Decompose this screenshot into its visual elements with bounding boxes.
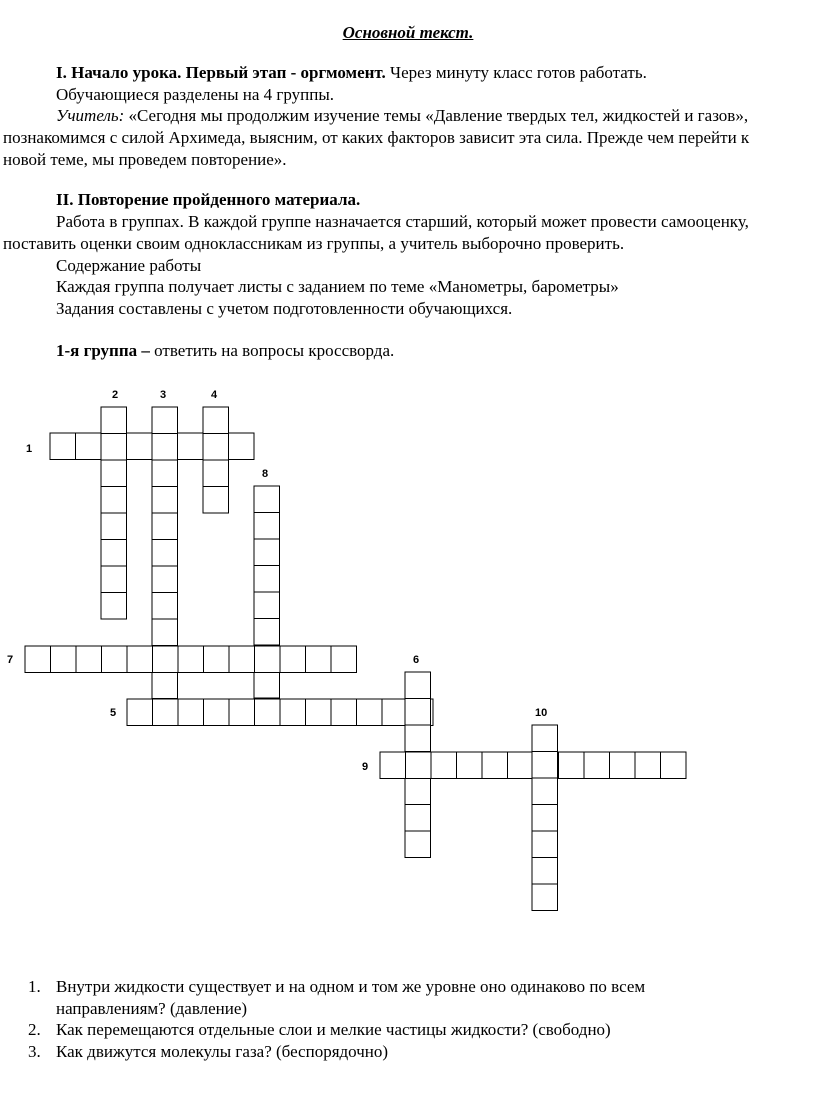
crossword-cell xyxy=(405,725,431,752)
crossword-cell xyxy=(204,699,230,726)
crossword-cell xyxy=(532,831,558,858)
crossword-cell xyxy=(533,752,559,779)
question-2-text: Как перемещаются отдельные слои и мелкие частицы жидкости? (свободно) xyxy=(56,1020,611,1039)
crossword-cell xyxy=(25,646,51,673)
crossword-cell xyxy=(635,752,661,779)
crossword-cell xyxy=(254,645,280,672)
section2-text-5: Задания составлены с учетом подготовленности обучающихся. xyxy=(56,299,513,318)
crossword-cell xyxy=(255,646,281,673)
crossword-cell xyxy=(127,699,153,726)
teacher-text-3: новой теме, мы проведем повторение». xyxy=(3,150,287,169)
crossword-cell xyxy=(254,539,280,566)
crossword-cell xyxy=(76,646,102,673)
teacher-label: Учитель: xyxy=(56,106,125,125)
crossword-cell xyxy=(153,646,179,673)
crossword-cell xyxy=(280,646,306,673)
crossword-cell xyxy=(101,566,127,593)
question-2-number: 2. xyxy=(28,1020,41,1039)
section1-heading: I. Начало урока. Первый этап - оргмомент. xyxy=(56,63,386,82)
crossword-cell xyxy=(254,566,280,593)
crossword-number-5: 5 xyxy=(110,707,117,719)
crossword-cell xyxy=(532,858,558,885)
group1-text: ответить на вопросы кроссворда. xyxy=(149,341,395,360)
crossword-cell xyxy=(203,407,229,434)
crossword-cell xyxy=(152,699,178,726)
question-1 xyxy=(28,976,645,998)
crossword-number-7: 7 xyxy=(7,654,14,666)
crossword-cell xyxy=(380,752,406,779)
section2-text-1: Работа в группах. В каждой группе назначается старший, который может провести самооценку, xyxy=(56,212,749,231)
crossword-cell xyxy=(331,699,357,726)
crossword-cell xyxy=(405,831,431,858)
crossword-cell xyxy=(254,513,280,540)
crossword-cell xyxy=(229,433,255,460)
crossword-cell xyxy=(203,487,229,514)
crossword-cell xyxy=(229,699,255,726)
crossword-cell xyxy=(153,699,179,726)
crossword-cell xyxy=(255,699,281,726)
crossword-cell xyxy=(357,699,383,726)
crossword-cell xyxy=(178,646,204,673)
crossword-cell xyxy=(152,619,178,646)
crossword-cell xyxy=(229,646,255,673)
crossword-cell xyxy=(101,460,127,487)
question-2 xyxy=(28,1019,611,1041)
crossword-number-3: 3 xyxy=(160,389,167,401)
crossword-cell xyxy=(559,752,585,779)
crossword-cell xyxy=(203,433,229,460)
crossword-cell xyxy=(408,699,434,726)
crossword-cell xyxy=(254,592,280,619)
crossword-cell xyxy=(431,752,457,779)
crossword-cell xyxy=(101,513,127,540)
crossword-cell xyxy=(331,646,357,673)
crossword-cell xyxy=(101,487,127,514)
question-3 xyxy=(28,1041,388,1063)
teacher-text-1: «Сегодня мы продолжим изучение темы «Давление твердых тел, жидкостей и газов», xyxy=(124,106,749,125)
crossword-cell xyxy=(152,513,178,540)
question-1-text: Внутри жидкости существует и на одном и том же уровне оно одинаково по всем xyxy=(56,977,646,996)
crossword-cell xyxy=(76,433,102,460)
crossword-cell xyxy=(482,752,508,779)
crossword-cell xyxy=(254,619,280,646)
crossword-number-1: 1 xyxy=(26,443,33,455)
crossword-cell xyxy=(127,646,153,673)
crossword-cell xyxy=(584,752,610,779)
crossword-cell xyxy=(152,487,178,514)
crossword-cell xyxy=(610,752,636,779)
crossword-cell xyxy=(101,540,127,567)
crossword-cell xyxy=(254,698,280,725)
crossword-cell xyxy=(405,805,431,832)
crossword-cell xyxy=(152,540,178,567)
crossword-cell xyxy=(178,433,204,460)
crossword-cell xyxy=(178,699,204,726)
crossword-cell xyxy=(50,433,76,460)
crossword-cell xyxy=(254,672,280,699)
crossword-cell xyxy=(101,407,127,434)
crossword-cell xyxy=(152,672,178,699)
crossword-cell xyxy=(306,646,332,673)
crossword-cell xyxy=(203,460,229,487)
question-3-number: 3. xyxy=(28,1042,41,1061)
crossword-cell xyxy=(405,672,431,699)
crossword-number-8: 8 xyxy=(262,468,269,480)
question-1-continued: направлениям? (давление) xyxy=(56,999,248,1018)
crossword-cell xyxy=(661,752,687,779)
crossword-cell xyxy=(532,725,558,752)
crossword-cell xyxy=(457,752,483,779)
crossword-cell xyxy=(405,699,431,726)
question-3-text: Как движутся молекулы газа? (беспорядочно) xyxy=(56,1042,389,1061)
crossword-cell xyxy=(532,884,558,911)
crossword-cell xyxy=(152,566,178,593)
crossword-cell xyxy=(203,434,229,461)
section2-text-3: Содержание работы xyxy=(56,256,202,275)
section2-text-4: Каждая группа получает листы с заданием по теме «Манометры, барометры» xyxy=(56,277,619,296)
crossword-cell xyxy=(405,752,431,779)
crossword-cell xyxy=(532,778,558,805)
crossword-cell xyxy=(152,407,178,434)
page-title: Основной текст. xyxy=(342,23,474,42)
teacher-text-2: познакомимся с силой Архимеда, выясним, от каких факторов зависит эта сила. Прежде чем перейти к xyxy=(3,128,750,147)
crossword-number-4: 4 xyxy=(211,389,218,401)
crossword-cell xyxy=(405,778,431,805)
crossword-number-10: 10 xyxy=(535,707,548,719)
crossword-cell xyxy=(127,433,153,460)
crossword-cell xyxy=(532,752,558,779)
crossword-cell xyxy=(254,486,280,513)
section1-heading-line xyxy=(56,62,647,84)
crossword-cell xyxy=(152,434,178,461)
crossword-cell xyxy=(280,699,306,726)
crossword-cell xyxy=(306,699,332,726)
crossword-cell xyxy=(51,646,77,673)
crossword-cell xyxy=(101,593,127,620)
crossword-cell xyxy=(152,593,178,620)
group1-label: 1-я группа – xyxy=(56,341,150,360)
crossword-cell xyxy=(101,433,127,460)
crossword-cell xyxy=(152,646,178,673)
crossword-cell xyxy=(152,433,178,460)
crossword-number-2: 2 xyxy=(112,389,119,401)
crossword-cell xyxy=(508,752,534,779)
crossword-cell xyxy=(152,460,178,487)
crossword-cell xyxy=(382,699,408,726)
section2-text-2: поставить оценки своим одноклассникам из группы, а учитель выборочно проверить. xyxy=(3,234,625,253)
crossword-cell xyxy=(101,434,127,461)
crossword-cell xyxy=(406,752,432,779)
crossword-cell xyxy=(204,646,230,673)
teacher-line-1 xyxy=(56,105,748,127)
crossword-number-9: 9 xyxy=(362,761,369,773)
question-1-number: 1. xyxy=(28,977,41,996)
section1-line2: Обучающиеся разделены на 4 группы. xyxy=(56,85,335,104)
section2-heading: II. Повторение пройденного материала. xyxy=(56,190,361,209)
crossword-cell xyxy=(532,805,558,832)
crossword-number-6: 6 xyxy=(413,654,420,666)
group1-line xyxy=(56,340,394,362)
crossword-cell xyxy=(102,646,128,673)
section1-heading-tail: Через минуту класс готов работать. xyxy=(385,63,647,82)
